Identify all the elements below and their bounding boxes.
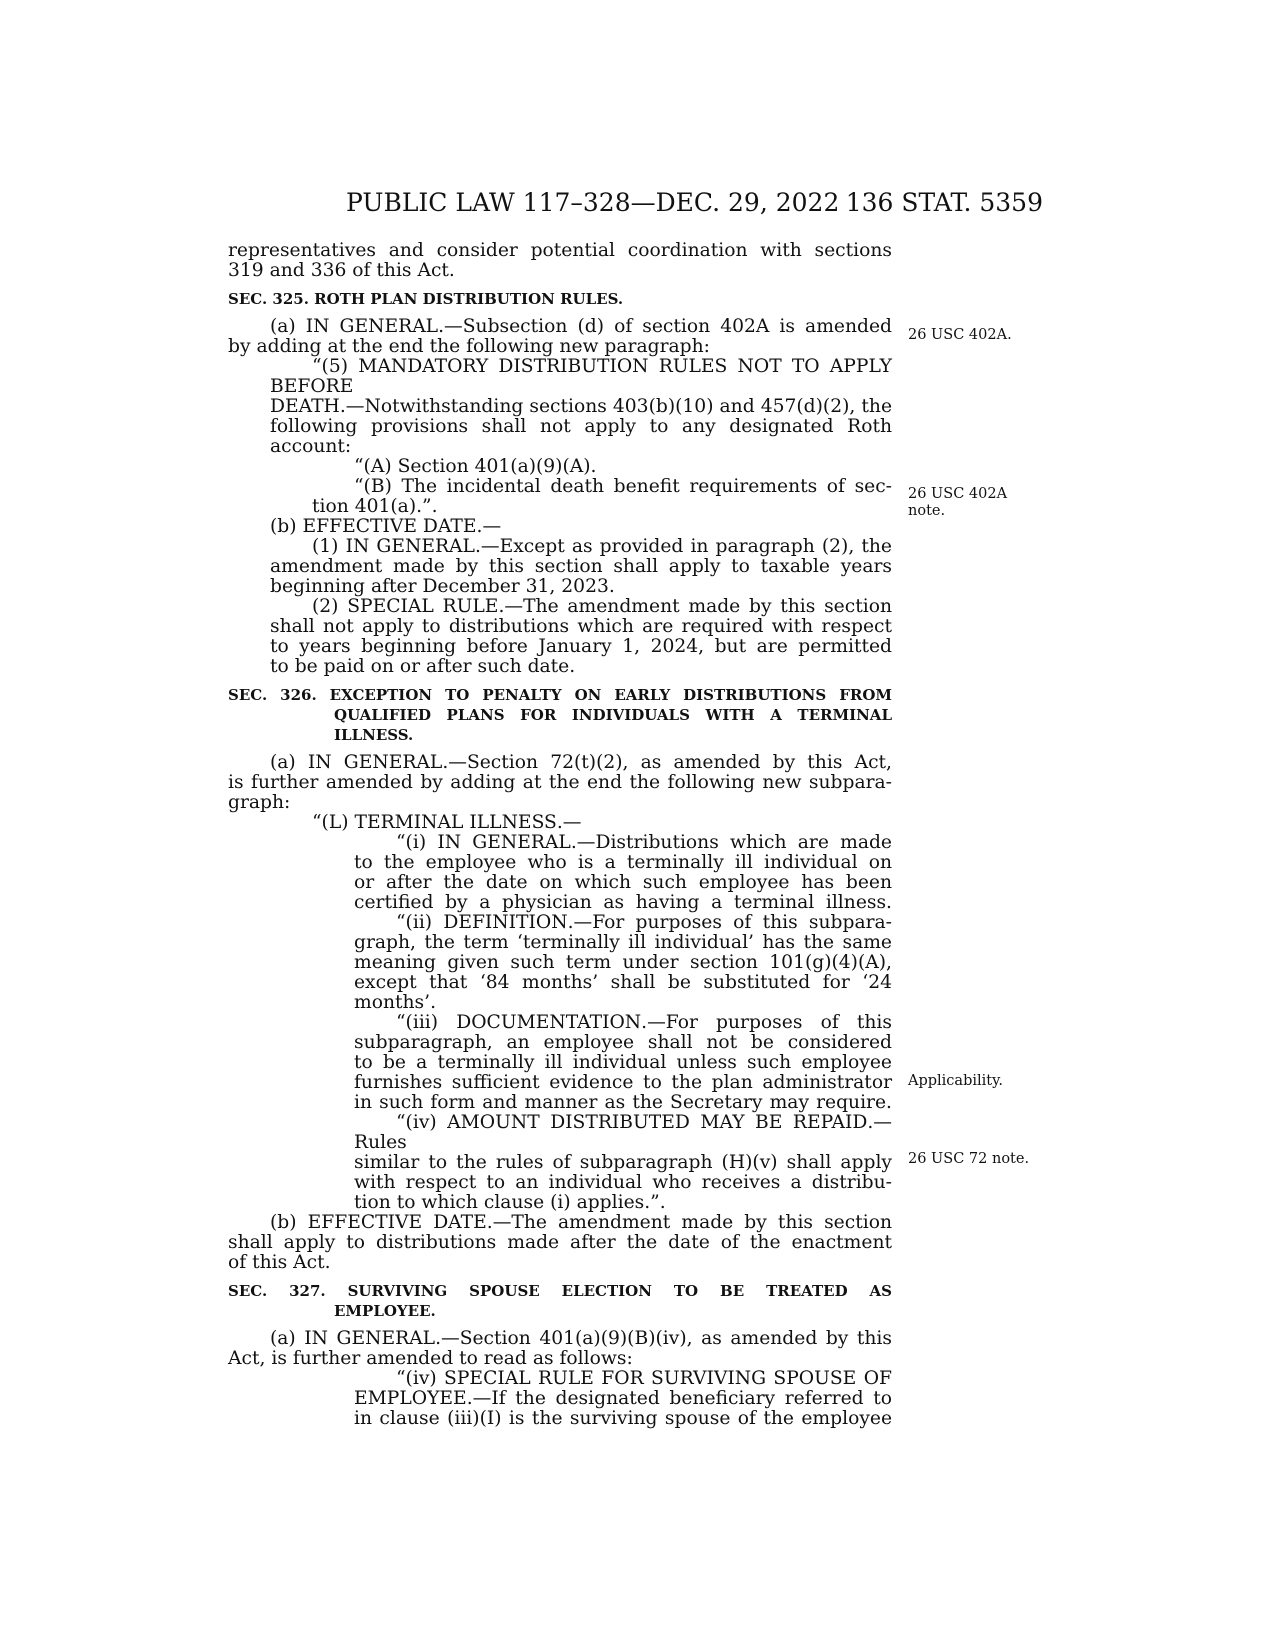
body-line: months’.: [354, 992, 437, 1013]
body-line: (2) SPECIAL RULE.—The amendment made by this section: [312, 596, 892, 617]
body-line: by adding at the end the following new paragraph:: [228, 336, 710, 357]
body-line: or after the date on which such employee has been: [354, 872, 892, 893]
body-line: (1) IN GENERAL.—Except as provided in paragraph (2), the: [312, 536, 892, 557]
body-line: “(iii) DOCUMENTATION.—For purposes of this: [396, 1012, 892, 1033]
body-line: “(B) The incidental death benefit requirements of sec-: [354, 476, 892, 497]
body-line: “(iv) AMOUNT DISTRIBUTED MAY BE REPAID.—Rules: [354, 1112, 892, 1153]
body-line: is further amended by adding at the end the following new subpara-: [228, 772, 892, 793]
section-heading-325: SEC. 325. ROTH PLAN DISTRIBUTION RULES.: [228, 290, 624, 308]
body-line: EMPLOYEE.—If the designated beneficiary referred to: [354, 1388, 892, 1409]
body-line: with respect to an individual who receives a distribu-: [354, 1172, 892, 1193]
section-heading-327: SEC. 327. SURVIVING SPOUSE ELECTION TO BE TREATED AS EMPLOYEE.: [228, 1282, 892, 1320]
body-line: of this Act.: [228, 1252, 331, 1273]
body-line: certified by a physician as having a terminal illness.: [354, 892, 892, 913]
body-line: (b) EFFECTIVE DATE.—: [270, 516, 502, 537]
margin-note-applicability: Applicability.: [908, 1073, 1003, 1089]
body-line: shall not apply to distributions which are required with respect: [270, 616, 892, 637]
margin-note-usc-citation: 26 USC 72 note.: [908, 1151, 1030, 1167]
body-line: furnishes sufficient evidence to the plan administrator: [354, 1072, 892, 1093]
body-line: “(iv) SPECIAL RULE FOR SURVIVING SPOUSE OF: [396, 1368, 892, 1389]
body-line: “(ii) DEFINITION.—For purposes of this subpara-: [396, 912, 892, 933]
body-line: beginning after December 31, 2023.: [270, 576, 615, 597]
body-line: account:: [270, 436, 352, 457]
running-header-page-citation: 136 STAT. 5359: [845, 188, 1043, 217]
body-line: 319 and 336 of this Act.: [228, 260, 455, 281]
body-line: tion to which clause (i) applies.”.: [354, 1192, 666, 1213]
body-line: “(5) MANDATORY DISTRIBUTION RULES NOT TO APPLY BEFORE: [270, 356, 892, 397]
running-header-title: PUBLIC LAW 117–328—DEC. 29, 2022: [346, 188, 840, 217]
body-line: in such form and manner as the Secretary may require.: [354, 1092, 892, 1113]
body-line: to be a terminally ill individual unless such employee: [354, 1052, 892, 1073]
body-line: graph:: [228, 792, 291, 813]
body-line: (a) IN GENERAL.—Section 72(t)(2), as amended by this Act,: [270, 752, 892, 773]
body-line: amendment made by this section shall apply to taxable years: [270, 556, 892, 577]
body-line: to be paid on or after such date.: [270, 656, 576, 677]
body-line: “(i) IN GENERAL.—Distributions which are made: [396, 832, 892, 853]
body-line: similar to the rules of subparagraph (H)(v) shall apply: [354, 1152, 892, 1173]
body-line: shall apply to distributions made after the date of the enactment: [228, 1232, 892, 1253]
body-line: (a) IN GENERAL.—Subsection (d) of section 402A is amended: [270, 316, 892, 337]
body-line: except that ‘84 months’ shall be substituted for ‘24: [354, 972, 892, 993]
body-line: in clause (iii)(I) is the surviving spouse of the employee: [354, 1408, 892, 1429]
body-line: to years beginning before January 1, 2024, but are permitted: [270, 636, 892, 657]
margin-note-usc-citation: 26 USC 402A.: [908, 327, 1012, 343]
statute-body: [228, 241, 892, 1429]
body-line: following provisions shall not apply to any designated Roth: [270, 416, 892, 437]
body-line: to the employee who is a terminally ill individual on: [354, 852, 892, 873]
body-line: (b) EFFECTIVE DATE.—The amendment made by this section: [270, 1212, 892, 1233]
body-line: tion 401(a).”.: [312, 496, 438, 517]
body-line: representatives and consider potential coordination with sections: [228, 240, 892, 261]
body-line: DEATH.—Notwithstanding sections 403(b)(10) and 457(d)(2), the: [270, 396, 892, 417]
body-line: (a) IN GENERAL.—Section 401(a)(9)(B)(iv), as amended by this: [270, 1328, 892, 1349]
body-line: graph, the term ‘terminally ill individual’ has the same: [354, 932, 892, 953]
body-line: Act, is further amended to read as follows:: [228, 1348, 633, 1369]
body-line: meaning given such term under section 101(g)(4)(A),: [354, 952, 892, 973]
margin-note-usc-citation: 26 USC 402A note.: [908, 486, 1008, 519]
body-line: subparagraph, an employee shall not be considered: [354, 1032, 892, 1053]
section-heading-326: SEC. 326. EXCEPTION TO PENALTY ON EARLY DISTRIBUTIONS FROM QUALIFIED PLANS FOR INDIVIDUALS WITH A TERMINAL ILLNESS.: [228, 686, 892, 744]
body-line: “(L) TERMINAL ILLNESS.—: [312, 812, 582, 833]
body-line: “(A) Section 401(a)(9)(A).: [354, 456, 597, 477]
